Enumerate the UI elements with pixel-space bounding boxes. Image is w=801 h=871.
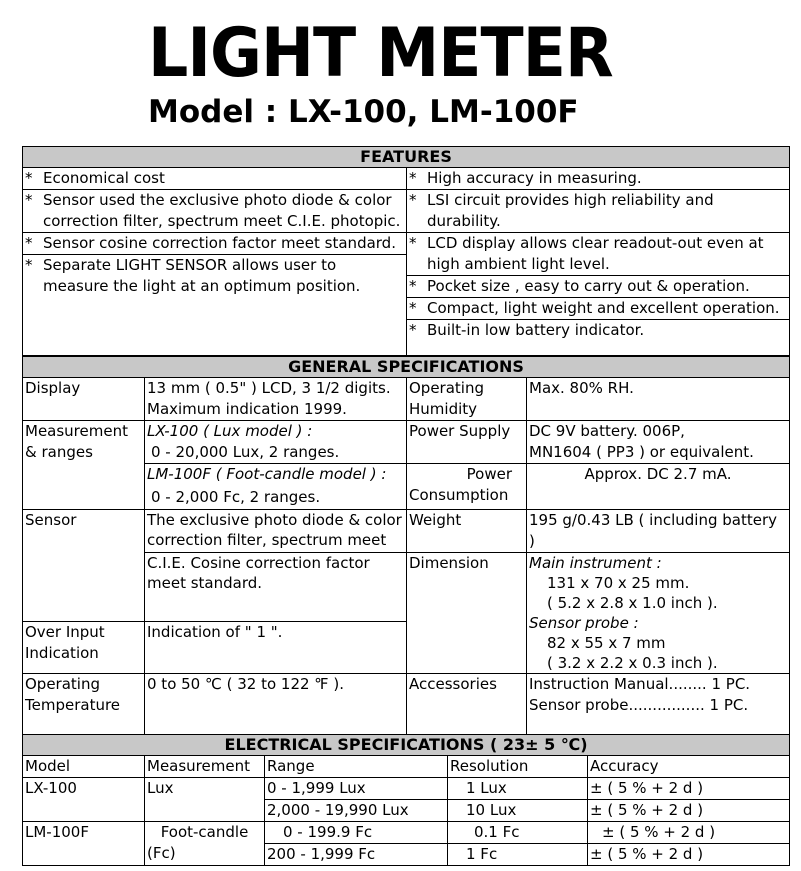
column-header-measurement: Measurement [145, 756, 265, 778]
range-cell: 0 - 1,999 Lux [265, 778, 448, 800]
dimension-value: Main instrument : 131 x 70 x 25 mm. ( 5.2 x 2.8 x 1.0 inch ). Sensor probe : 82 x 55 x 7 mm ( 3.2 x 2.2 x 0.3 inch ). [527, 553, 790, 674]
display-label: Display [23, 378, 145, 421]
lm-measurement-cell: Foot-candle (Fc) [145, 822, 265, 866]
electrical-specs-heading: ELECTRICAL SPECIFICATIONS ( 23± 5 ℃) [23, 735, 790, 756]
lx-range-spec: LX-100 ( Lux model ) : 0 - 20,000 Lux, 2 ranges. [145, 421, 407, 464]
accuracy-cell: ± ( 5 % + 2 d ) [588, 822, 790, 844]
range-cell: 200 - 1,999 Fc [265, 844, 448, 866]
table-row [23, 778, 790, 800]
resolution-cell: 1 Lux [448, 778, 588, 800]
resolution-cell: 0.1 Fc [448, 822, 588, 844]
display-value: 13 mm ( 0.5" ) LCD, 3 1/2 digits. Maximum indication 1999. [145, 378, 407, 421]
sensor-label: Sensor [23, 510, 145, 553]
table-row [23, 822, 790, 844]
feature-item: * LSI circuit provides high reliability and durability. [407, 190, 789, 233]
feature-item: * Compact, light weight and excellent operation. [407, 298, 789, 320]
resolution-cell: 10 Lux [448, 800, 588, 822]
lx-measurement-cell: Lux [145, 778, 265, 822]
column-header-accuracy: Accuracy [588, 756, 790, 778]
features-left-column [23, 168, 407, 356]
feature-item: * Economical cost [23, 168, 406, 190]
features-right-column [407, 168, 790, 356]
lm-range-spec: LM-100F ( Foot-candle model ) : 0 - 2,000 Fc, 2 ranges. [145, 464, 407, 510]
feature-item: * High accuracy in measuring. [407, 168, 789, 190]
feature-item: * Pocket size , easy to carry out & operation. [407, 276, 789, 298]
dimension-label: Dimension [407, 553, 527, 674]
measurement-label: Measurement & ranges [23, 421, 145, 510]
humidity-value: Max. 80% RH. [527, 378, 790, 421]
column-header-resolution: Resolution [448, 756, 588, 778]
weight-value: 195 g/0.43 LB ( including battery ) [527, 510, 790, 553]
column-header-range: Range [265, 756, 448, 778]
range-cell: 0 - 199.9 Fc [265, 822, 448, 844]
consumption-label: Power Consumption [407, 464, 527, 510]
features-heading: FEATURES [23, 147, 790, 168]
sensor-label-cont [23, 553, 145, 622]
page-title: LIGHT METER [148, 14, 613, 93]
model-subtitle: Model : LX-100, LM-100F [148, 94, 579, 130]
lx-model-cell: LX-100 [23, 778, 145, 822]
sensor-value-1: The exclusive photo diode & color correction filter, spectrum meet [145, 510, 407, 553]
accuracy-cell: ± ( 5 % + 2 d ) [588, 778, 790, 800]
feature-item: * LCD display allows clear readout-out even at high ambient light level. [407, 233, 789, 276]
range-cell: 2,000 - 19,990 Lux [265, 800, 448, 822]
general-specs-table [22, 356, 790, 736]
lm-model-cell: LM-100F [23, 822, 145, 866]
features-table [22, 146, 790, 356]
humidity-label: Operating Humidity [407, 378, 527, 421]
consumption-value: Approx. DC 2.7 mA. [527, 464, 790, 510]
accessories-value: Instruction Manual........ 1 PC. Sensor probe................ 1 PC. [527, 674, 790, 736]
feature-item: * Separate LIGHT SENSOR allows user to measure the light at an optimum position. [25, 256, 361, 295]
column-header-model: Model [23, 756, 145, 778]
feature-item: * Sensor cosine correction factor meet standard. [23, 233, 406, 255]
feature-item: * Built-in low battery indicator. [409, 321, 645, 339]
temperature-value: 0 to 50 ℃ ( 32 to 122 ℉ ). [145, 674, 407, 736]
accessories-label: Accessories [407, 674, 527, 736]
general-specs-heading: GENERAL SPECIFICATIONS [23, 357, 790, 378]
electrical-specs-table [22, 734, 790, 866]
power-supply-value: DC 9V battery. 006P, MN1604 ( PP3 ) or equivalent. [527, 421, 790, 464]
feature-item: * Sensor used the exclusive photo diode & color correction filter, spectrum meet C.I.E. photopic. [23, 190, 406, 233]
over-input-value: Indication of " 1 ". [145, 622, 407, 674]
temperature-label: Operating Temperature [23, 674, 145, 736]
over-input-label: Over Input Indication [23, 622, 145, 674]
sensor-value-2: C.I.E. Cosine correction factor meet standard. [145, 553, 407, 622]
weight-label: Weight [407, 510, 527, 553]
accuracy-cell: ± ( 5 % + 2 d ) [588, 800, 790, 822]
accuracy-cell: ± ( 5 % + 2 d ) [588, 844, 790, 866]
power-supply-label: Power Supply [407, 421, 527, 464]
resolution-cell: 1 Fc [448, 844, 588, 866]
